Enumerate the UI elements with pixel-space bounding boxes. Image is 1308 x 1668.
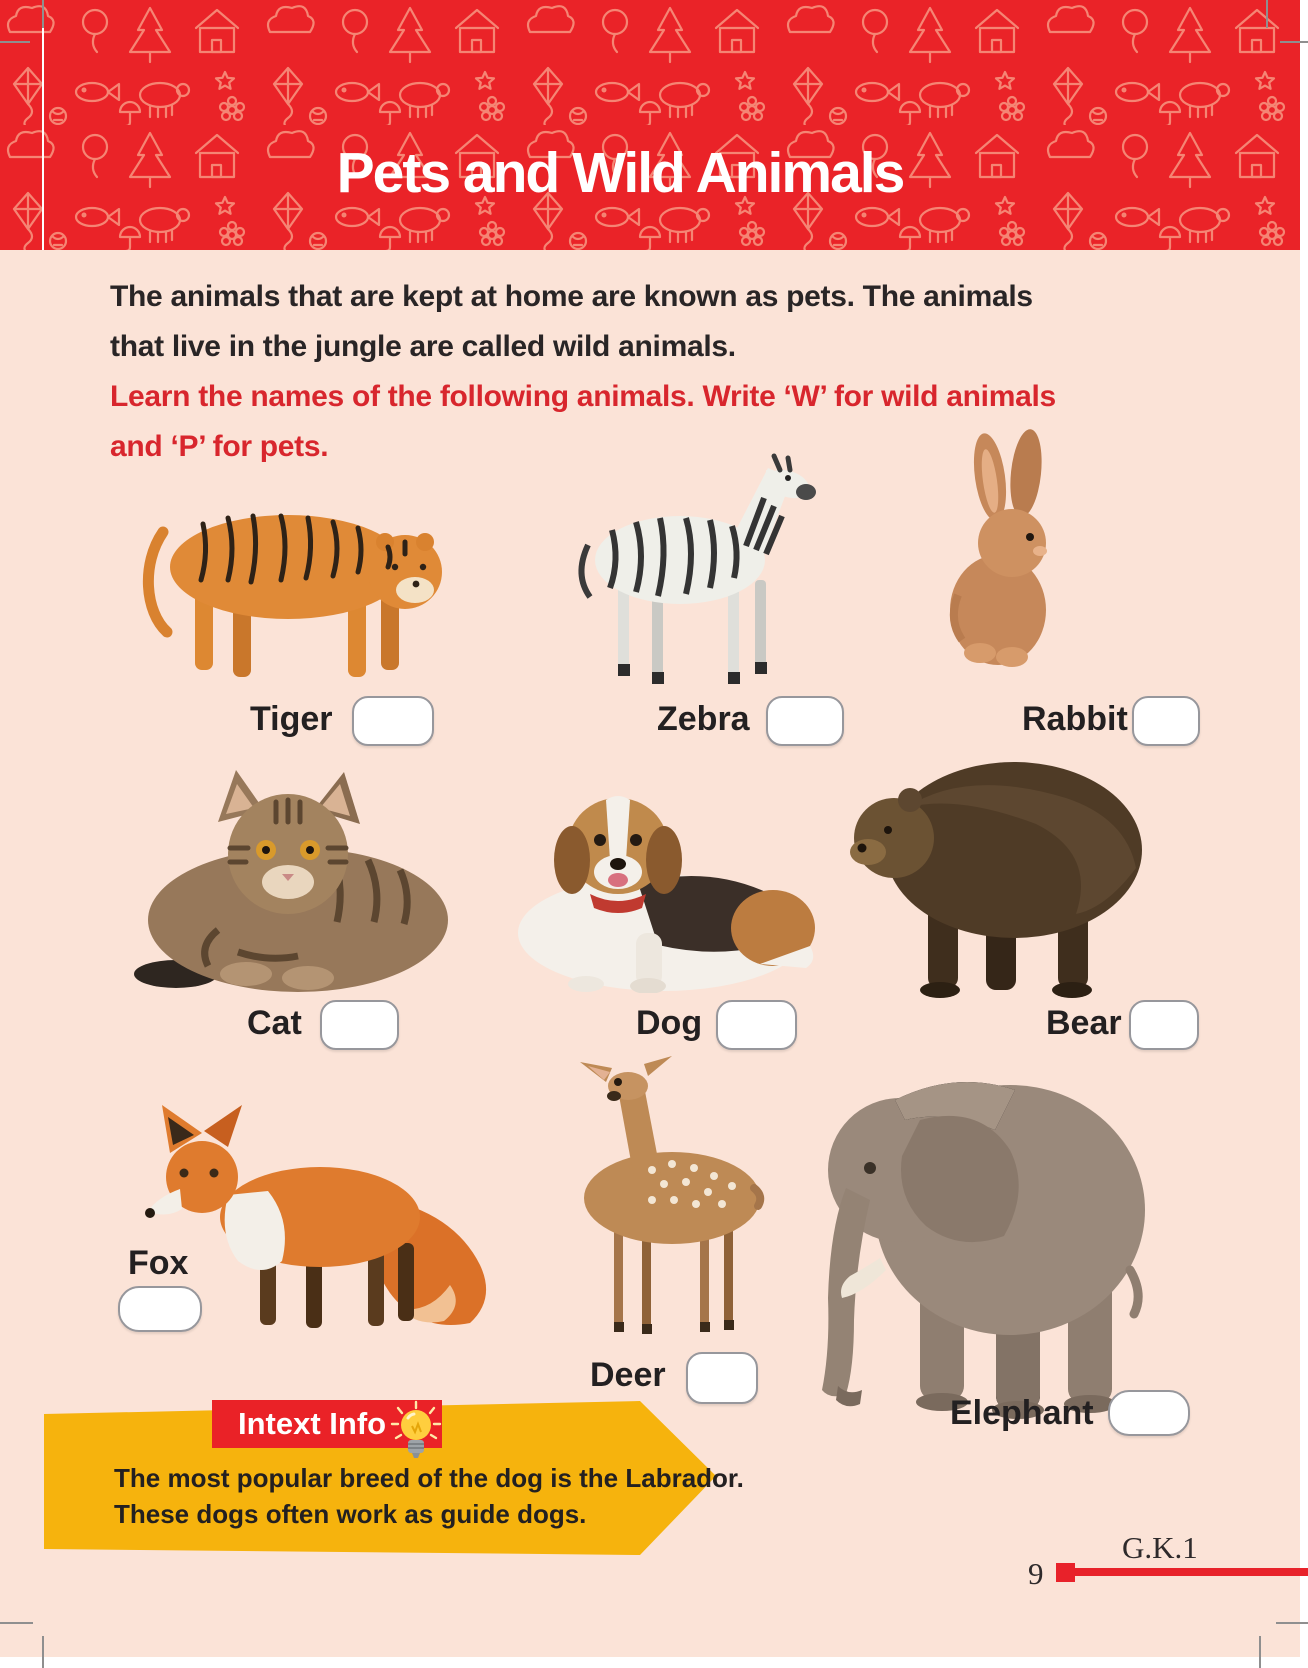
doodle-pattern — [0, 0, 1300, 250]
elephant-label: Elephant — [950, 1394, 1094, 1432]
rabbit-answer-box[interactable] — [1132, 696, 1200, 746]
elephant-answer-box[interactable] — [1108, 1390, 1190, 1436]
crop-mark — [42, 28, 44, 250]
crop-mark — [42, 1636, 44, 1668]
dog-answer-box[interactable] — [716, 1000, 797, 1050]
bear-label: Bear — [1046, 1004, 1122, 1042]
crop-mark — [1276, 1622, 1308, 1624]
tiger-photo — [133, 472, 458, 690]
page-number-square — [1056, 1563, 1075, 1582]
lightbulb-icon — [388, 1400, 444, 1464]
cat-photo — [118, 752, 463, 997]
header-banner — [0, 0, 1300, 250]
crop-mark — [1280, 41, 1308, 43]
deer-label: Deer — [590, 1356, 666, 1394]
bear-photo — [836, 738, 1144, 1000]
intext-info-title: Intext Info — [238, 1406, 387, 1441]
crop-mark — [1259, 1636, 1261, 1668]
intro-text — [110, 272, 1033, 372]
zebra-label: Zebra — [657, 700, 750, 738]
deer-photo — [522, 1048, 784, 1336]
tiger-answer-box[interactable] — [352, 696, 434, 746]
crop-mark — [42, 0, 44, 28]
elephant-photo — [800, 1040, 1150, 1422]
zebra-answer-box[interactable] — [766, 696, 844, 746]
crop-mark — [0, 1622, 33, 1624]
fox-answer-box[interactable] — [118, 1286, 202, 1332]
rabbit-photo — [928, 425, 1080, 675]
crop-mark — [0, 41, 30, 43]
instruction-line-2: and ‘P’ for pets. — [110, 430, 329, 463]
bear-answer-box[interactable] — [1129, 1000, 1199, 1050]
page-number: 9 — [1028, 1556, 1044, 1591]
intro-line-1: The animals that are kept at home are known as pets. The animals — [110, 280, 1033, 313]
intro-line-2: that live in the jungle are called wild animals. — [110, 330, 736, 363]
cat-label: Cat — [247, 1004, 302, 1042]
tiger-label: Tiger — [250, 700, 333, 738]
fox-label: Fox — [128, 1244, 189, 1282]
intext-info-line-2: These dogs often work as guide dogs. — [114, 1499, 587, 1529]
dog-photo — [468, 768, 833, 993]
page-title: Pets and Wild Animals — [336, 141, 904, 205]
crop-mark — [1266, 0, 1268, 28]
cat-answer-box[interactable] — [320, 1000, 399, 1050]
book-code: G.K.1 — [1122, 1530, 1198, 1565]
rabbit-label: Rabbit — [1022, 700, 1128, 738]
instruction-line-1: Learn the names of the following animals. Write ‘W’ for wild animals — [110, 380, 1056, 413]
dog-label: Dog — [636, 1004, 703, 1042]
zebra-photo — [560, 450, 835, 695]
intext-info-text — [114, 1460, 744, 1532]
page-number-rule — [1075, 1568, 1308, 1576]
intext-info-line-1: The most popular breed of the dog is the Labrador. — [114, 1463, 744, 1493]
